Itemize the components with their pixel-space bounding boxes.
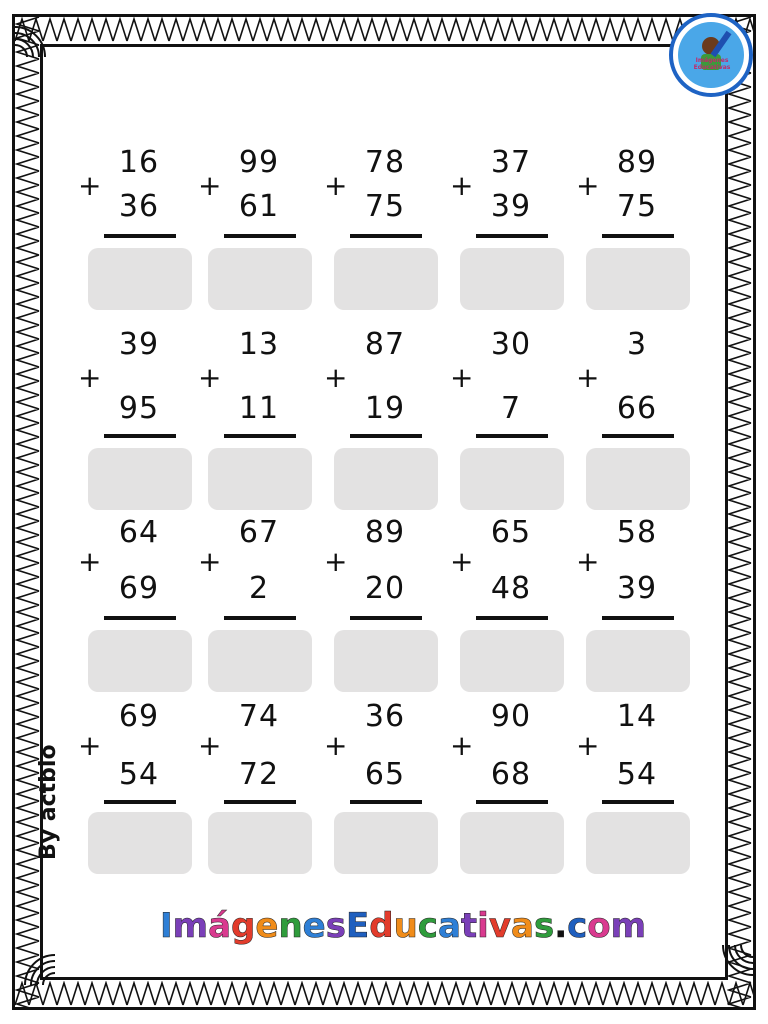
plus-sign: + bbox=[78, 361, 102, 394]
sum-line bbox=[476, 800, 548, 804]
sum-line bbox=[476, 616, 548, 620]
addition-problem bbox=[324, 516, 448, 682]
addend-top: 89 bbox=[616, 145, 658, 180]
addend-top: 13 bbox=[238, 327, 280, 362]
addition-problem bbox=[450, 700, 574, 866]
footer-letter: o bbox=[587, 906, 611, 946]
plus-sign: + bbox=[324, 169, 348, 202]
addition-problem bbox=[198, 328, 322, 494]
addition-problem bbox=[198, 516, 322, 682]
answer-box[interactable] bbox=[208, 812, 312, 874]
addition-problem bbox=[78, 700, 202, 866]
sum-line bbox=[224, 234, 296, 238]
addend-bottom: 54 bbox=[118, 757, 160, 792]
addend-top: 30 bbox=[490, 327, 532, 362]
addition-problem bbox=[576, 146, 700, 312]
addend-bottom: 39 bbox=[616, 571, 658, 606]
answer-box[interactable] bbox=[586, 248, 690, 310]
plus-sign: + bbox=[576, 729, 600, 762]
addend-bottom: 72 bbox=[238, 757, 280, 792]
answer-box[interactable] bbox=[88, 630, 192, 692]
addend-top: 36 bbox=[364, 699, 406, 734]
plus-sign: + bbox=[198, 545, 222, 578]
sum-line bbox=[602, 434, 674, 438]
addition-problem bbox=[450, 516, 574, 682]
footer-letter: á bbox=[208, 906, 232, 946]
plus-sign: + bbox=[324, 729, 348, 762]
sum-line bbox=[350, 800, 422, 804]
addend-top: 3 bbox=[626, 327, 648, 362]
addend-bottom: 95 bbox=[118, 391, 160, 426]
plus-sign: + bbox=[450, 361, 474, 394]
addend-bottom: 20 bbox=[364, 571, 406, 606]
addend-top: 16 bbox=[118, 145, 160, 180]
addend-top: 74 bbox=[238, 699, 280, 734]
footer-letter: v bbox=[488, 906, 511, 946]
answer-box[interactable] bbox=[334, 812, 438, 874]
sum-line bbox=[104, 800, 176, 804]
sum-line bbox=[476, 234, 548, 238]
addend-bottom: 61 bbox=[238, 189, 280, 224]
addend-top: 67 bbox=[238, 515, 280, 550]
footer-letter: s bbox=[325, 906, 346, 946]
sum-line bbox=[476, 434, 548, 438]
addition-problem bbox=[324, 328, 448, 494]
addend-top: 64 bbox=[118, 515, 160, 550]
addend-top: 89 bbox=[364, 515, 406, 550]
addend-bottom: 7 bbox=[500, 391, 522, 426]
addend-bottom: 2 bbox=[248, 571, 270, 606]
answer-box[interactable] bbox=[460, 630, 564, 692]
border-zigzag-top bbox=[15, 17, 753, 43]
sum-line bbox=[602, 616, 674, 620]
addend-top: 90 bbox=[490, 699, 532, 734]
plus-sign: + bbox=[324, 361, 348, 394]
plus-sign: + bbox=[576, 169, 600, 202]
plus-sign: + bbox=[78, 729, 102, 762]
addition-problem bbox=[576, 328, 700, 494]
sum-line bbox=[350, 434, 422, 438]
answer-box[interactable] bbox=[586, 448, 690, 510]
addend-bottom: 75 bbox=[364, 189, 406, 224]
plus-sign: + bbox=[198, 729, 222, 762]
footer-letter: e bbox=[302, 906, 326, 946]
footer-letter: t bbox=[460, 906, 478, 946]
addend-bottom: 68 bbox=[490, 757, 532, 792]
addition-problem bbox=[324, 700, 448, 866]
addend-top: 58 bbox=[616, 515, 658, 550]
sum-line bbox=[224, 616, 296, 620]
answer-box[interactable] bbox=[334, 630, 438, 692]
addend-bottom: 75 bbox=[616, 189, 658, 224]
plus-sign: + bbox=[198, 169, 222, 202]
answer-box[interactable] bbox=[334, 448, 438, 510]
answer-box[interactable] bbox=[460, 448, 564, 510]
plus-sign: + bbox=[450, 729, 474, 762]
addition-problem bbox=[198, 700, 322, 866]
brand-logo bbox=[668, 12, 754, 98]
addition-problem bbox=[324, 146, 448, 312]
footer-letter: s bbox=[533, 906, 555, 946]
addend-bottom: 11 bbox=[238, 391, 280, 426]
footer-letter: e bbox=[255, 906, 279, 946]
addition-problem bbox=[450, 328, 574, 494]
sum-line bbox=[224, 434, 296, 438]
border-zigzag-bottom bbox=[15, 981, 753, 1007]
logo-caption: Imágenes Educativas bbox=[693, 57, 731, 71]
footer-letter: . bbox=[554, 906, 568, 946]
sum-line bbox=[104, 234, 176, 238]
sum-line bbox=[350, 234, 422, 238]
addend-bottom: 69 bbox=[118, 571, 160, 606]
addend-bottom: 39 bbox=[490, 189, 532, 224]
addend-top: 39 bbox=[118, 327, 160, 362]
sum-line bbox=[224, 800, 296, 804]
addition-problem bbox=[198, 146, 322, 312]
addend-top: 37 bbox=[490, 145, 532, 180]
answer-box[interactable] bbox=[88, 448, 192, 510]
addend-top: 14 bbox=[616, 699, 658, 734]
answer-box[interactable] bbox=[208, 630, 312, 692]
plus-sign: + bbox=[576, 361, 600, 394]
addend-bottom: 48 bbox=[490, 571, 532, 606]
addend-bottom: 66 bbox=[616, 391, 658, 426]
addition-problem bbox=[450, 146, 574, 312]
addend-bottom: 65 bbox=[364, 757, 406, 792]
footer-letter: c bbox=[417, 906, 438, 946]
answer-box[interactable] bbox=[334, 248, 438, 310]
plus-sign: + bbox=[450, 545, 474, 578]
footer-letter: m bbox=[610, 906, 647, 946]
addition-problem bbox=[78, 516, 202, 682]
answer-box[interactable] bbox=[88, 812, 192, 874]
footer-letter: m bbox=[172, 906, 209, 946]
addition-problem bbox=[576, 516, 700, 682]
plus-sign: + bbox=[576, 545, 600, 578]
addend-top: 87 bbox=[364, 327, 406, 362]
addition-problem bbox=[576, 700, 700, 866]
answer-box[interactable] bbox=[460, 248, 564, 310]
sum-line bbox=[602, 234, 674, 238]
border-zigzag-right bbox=[727, 17, 753, 1007]
addend-top: 65 bbox=[490, 515, 532, 550]
addend-top: 69 bbox=[118, 699, 160, 734]
footer-site-name bbox=[160, 906, 647, 958]
answer-box[interactable] bbox=[586, 630, 690, 692]
footer-letter: n bbox=[278, 906, 303, 946]
addend-bottom: 54 bbox=[616, 757, 658, 792]
addend-top: 99 bbox=[238, 145, 280, 180]
addition-problem bbox=[78, 146, 202, 312]
footer-letter: c bbox=[567, 906, 588, 946]
answer-box[interactable] bbox=[208, 448, 312, 510]
addend-top: 78 bbox=[364, 145, 406, 180]
corner-arc-bottom-right bbox=[713, 945, 753, 985]
footer-letter: d bbox=[369, 906, 394, 946]
sum-line bbox=[350, 616, 422, 620]
addend-bottom: 36 bbox=[118, 189, 160, 224]
plus-sign: + bbox=[78, 545, 102, 578]
footer-letter: I bbox=[160, 906, 173, 946]
corner-arc-bottom-left bbox=[15, 945, 55, 985]
answer-box[interactable] bbox=[460, 812, 564, 874]
footer-letter: g bbox=[231, 906, 256, 946]
sum-line bbox=[104, 616, 176, 620]
plus-sign: + bbox=[78, 169, 102, 202]
answer-box[interactable] bbox=[208, 248, 312, 310]
sum-line bbox=[104, 434, 176, 438]
answer-box[interactable] bbox=[586, 812, 690, 874]
plus-sign: + bbox=[198, 361, 222, 394]
plus-sign: + bbox=[324, 545, 348, 578]
footer-letter: a bbox=[437, 906, 461, 946]
sum-line bbox=[602, 800, 674, 804]
footer-letter: a bbox=[510, 906, 534, 946]
footer-letter: i bbox=[477, 906, 489, 946]
addition-problem bbox=[78, 328, 202, 494]
footer-letter: u bbox=[393, 906, 418, 946]
footer-letter: E bbox=[345, 906, 370, 946]
answer-box[interactable] bbox=[88, 248, 192, 310]
plus-sign: + bbox=[450, 169, 474, 202]
addend-bottom: 19 bbox=[364, 391, 406, 426]
author-byline: By actbio bbox=[36, 744, 61, 860]
corner-arc-top-left bbox=[15, 17, 55, 57]
